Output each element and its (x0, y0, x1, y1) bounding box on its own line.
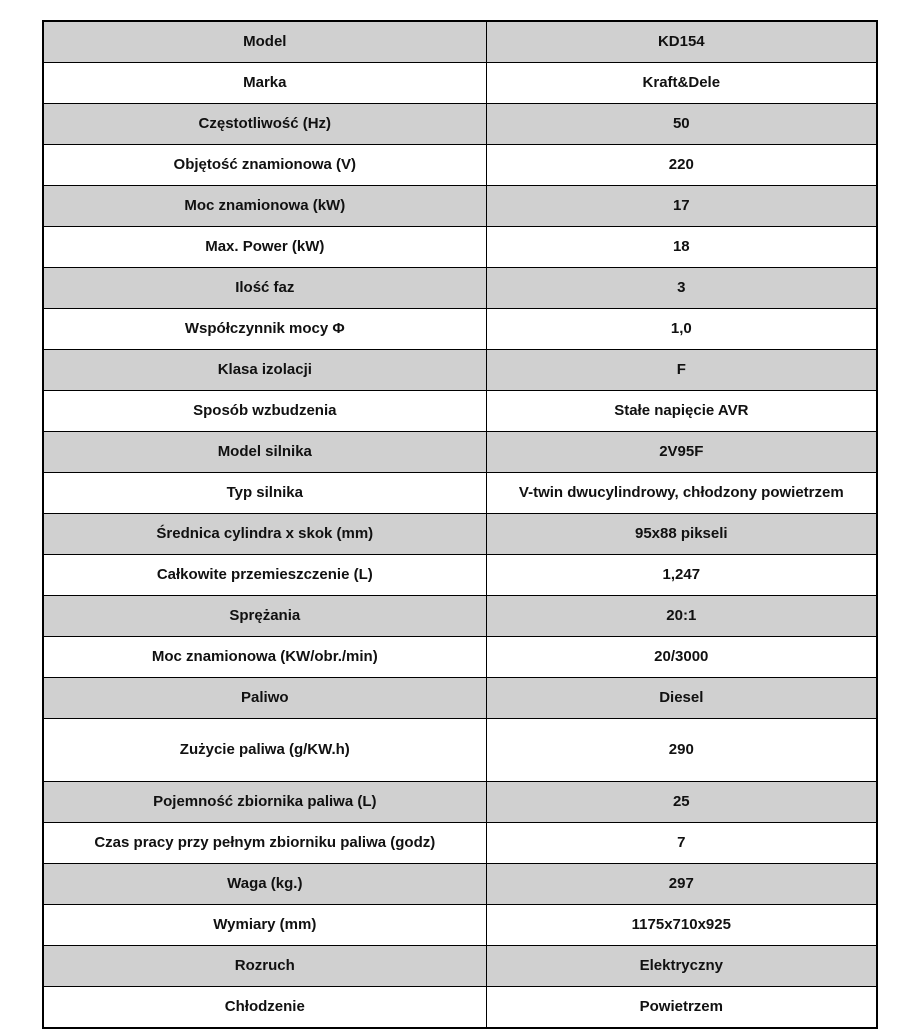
table-row (43, 391, 877, 432)
spec-value: 25 (486, 782, 877, 823)
table-row (43, 473, 877, 514)
table-row (43, 905, 877, 946)
spec-label: Sposób wzbudzenia (43, 391, 486, 432)
spec-value: 1,247 (486, 555, 877, 596)
table-row (43, 719, 877, 782)
spec-value: 7 (486, 823, 877, 864)
spec-value: Stałe napięcie AVR (486, 391, 877, 432)
spec-label: Objętość znamionowa (V) (43, 145, 486, 186)
spec-label: Czas pracy przy pełnym zbiorniku paliwa (godz) (43, 823, 486, 864)
table-row (43, 432, 877, 473)
spec-label: Marka (43, 63, 486, 104)
spec-table-body (43, 21, 877, 1028)
spec-value: 220 (486, 145, 877, 186)
spec-label: Pojemność zbiornika paliwa (L) (43, 782, 486, 823)
spec-label: Moc znamionowa (KW/obr./min) (43, 637, 486, 678)
spec-value: 18 (486, 227, 877, 268)
table-row (43, 823, 877, 864)
spec-value: Kraft&Dele (486, 63, 877, 104)
table-row (43, 678, 877, 719)
spec-label: Paliwo (43, 678, 486, 719)
spec-value: 1,0 (486, 309, 877, 350)
table-row (43, 268, 877, 309)
spec-value: 290 (486, 719, 877, 782)
table-row (43, 63, 877, 104)
spec-label: Chłodzenie (43, 987, 486, 1029)
spec-value: Powietrzem (486, 987, 877, 1029)
table-row (43, 514, 877, 555)
spec-label: Model silnika (43, 432, 486, 473)
spec-label: Model (43, 21, 486, 63)
table-row (43, 104, 877, 145)
table-row (43, 555, 877, 596)
spec-value: 3 (486, 268, 877, 309)
spec-label: Klasa izolacji (43, 350, 486, 391)
spec-label: Całkowite przemieszczenie (L) (43, 555, 486, 596)
spec-value: Elektryczny (486, 946, 877, 987)
spec-label: Ilość faz (43, 268, 486, 309)
spec-value: KD154 (486, 21, 877, 63)
spec-label: Zużycie paliwa (g/KW.h) (43, 719, 486, 782)
spec-value: Diesel (486, 678, 877, 719)
spec-table (42, 20, 878, 1029)
spec-value: 20:1 (486, 596, 877, 637)
spec-value: 297 (486, 864, 877, 905)
table-row (43, 145, 877, 186)
table-row (43, 186, 877, 227)
table-row (43, 864, 877, 905)
spec-value: 20/3000 (486, 637, 877, 678)
spec-label: Rozruch (43, 946, 486, 987)
spec-value: 17 (486, 186, 877, 227)
table-row (43, 596, 877, 637)
spec-value: V-twin dwucylindrowy, chłodzony powietrzem (486, 473, 877, 514)
table-row (43, 309, 877, 350)
spec-label: Wymiary (mm) (43, 905, 486, 946)
table-row (43, 946, 877, 987)
table-row (43, 227, 877, 268)
spec-label: Waga (kg.) (43, 864, 486, 905)
table-row (43, 987, 877, 1029)
table-row (43, 782, 877, 823)
spec-label: Sprężania (43, 596, 486, 637)
spec-value: 1175x710x925 (486, 905, 877, 946)
spec-label: Współczynnik mocy Φ (43, 309, 486, 350)
spec-label: Typ silnika (43, 473, 486, 514)
spec-value: 50 (486, 104, 877, 145)
spec-value: F (486, 350, 877, 391)
spec-label: Średnica cylindra x skok (mm) (43, 514, 486, 555)
table-row (43, 350, 877, 391)
spec-value: 2V95F (486, 432, 877, 473)
table-row (43, 637, 877, 678)
spec-value: 95x88 pikseli (486, 514, 877, 555)
spec-label: Częstotliwość (Hz) (43, 104, 486, 145)
spec-label: Moc znamionowa (kW) (43, 186, 486, 227)
table-row (43, 21, 877, 63)
spec-label: Max. Power (kW) (43, 227, 486, 268)
